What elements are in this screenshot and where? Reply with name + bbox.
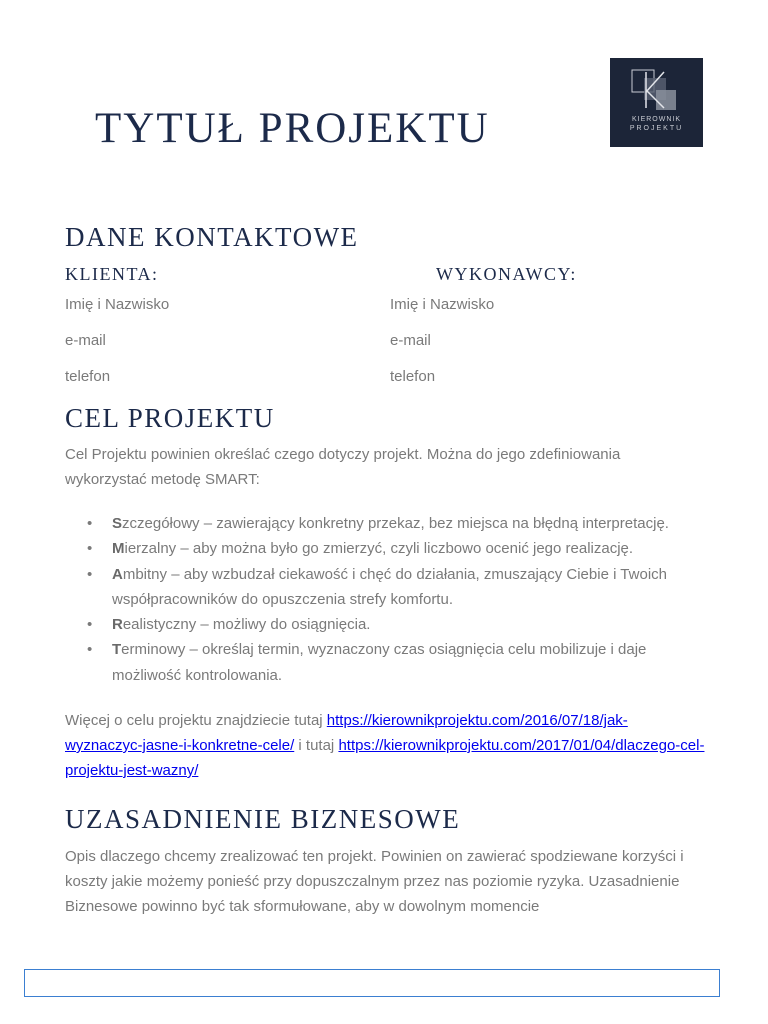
- smart-text: ealistyczny – możliwy do osiągnięcia.: [122, 616, 371, 634]
- smart-letter: S: [112, 515, 123, 532]
- list-item: [65, 637, 705, 688]
- more-middle: i tutaj: [294, 737, 339, 754]
- contractor-phone: telefon: [390, 368, 436, 385]
- contact-heading: DANE KONTAKTOWE: [65, 222, 359, 252]
- contractor-email: e-mail: [390, 332, 431, 349]
- list-item: [65, 511, 705, 536]
- list-item: [65, 536, 705, 561]
- link-dlaczego-cel-wazny[interactable]: https://kierownikprojektu.com/2017/01/04/dlaczego-cel-projektu-jest-wazny/: [65, 737, 705, 779]
- page-title: TYTUŁ PROJEKTU: [95, 105, 490, 152]
- smart-text: zczegółowy – zawierający konkretny przekaz, bez miejsca na błędną interpretację.: [122, 515, 669, 532]
- bullet-icon: •: [87, 616, 93, 634]
- smart-text: mbitny – aby wzbudzał ciekawość i chęć do działania, zmuszający Ciebie i Twoich współpracowników do opuszczenia strefy komfortu.: [112, 565, 667, 608]
- bullet-icon: •: [87, 565, 93, 583]
- smart-text: ierzalny – aby można było go zmierzyć, czyli liczbowo ocenić jego realizację.: [124, 540, 634, 558]
- goal-heading: CEL PROJEKTU: [65, 403, 275, 433]
- goal-intro: Cel Projektu powinien określać czego dotyczy projekt. Można do jego zdefiniowania wykorzystać metodę SMART:: [65, 446, 621, 488]
- goal-more-paragraph: [65, 708, 705, 783]
- bullet-icon: •: [87, 540, 93, 558]
- contractor-name: Imię i Nazwisko: [390, 296, 495, 313]
- logo-text-line2: PROJEKTU: [629, 125, 684, 132]
- business-text: Opis dlaczego chcemy zrealizować ten projekt. Powinien on zawierać spodziewane korzyści i koszty jakie możemy ponieść przy dopuszczalnym przez nas poziomie ryzyka. Uzasadnienie Biznesowe powinno być tak sformułowane, aby w dowolnym momencie: [65, 848, 684, 915]
- list-item: [65, 562, 705, 613]
- bullet-icon: •: [87, 641, 93, 659]
- smart-letter: A: [112, 565, 123, 583]
- logo-text-line1: KIEROWNIK: [631, 116, 682, 123]
- smart-list: [65, 511, 705, 688]
- contractor-label: WYKONAWCY:: [436, 264, 577, 284]
- smart-letter: T: [112, 641, 122, 659]
- client-email: e-mail: [65, 332, 106, 349]
- footer-text-box[interactable]: [24, 969, 720, 997]
- client-label: KLIENTA:: [65, 264, 159, 284]
- more-prefix: Więcej o celu projektu znajdziecie tutaj: [65, 712, 327, 729]
- smart-letter: R: [112, 616, 123, 634]
- smart-text: erminowy – określaj termin, wyznaczony czas osiągnięcia celu mobilizuje i daje możliwość kontrolowania.: [112, 641, 647, 684]
- smart-letter: M: [112, 540, 125, 558]
- kierownik-projektu-logo: [610, 58, 703, 147]
- client-phone: telefon: [65, 368, 111, 385]
- business-heading: UZASADNIENIE BIZNESOWE: [65, 804, 461, 834]
- logo-mark-icon: [630, 68, 683, 114]
- list-item: [65, 612, 705, 637]
- bullet-icon: •: [87, 515, 93, 532]
- link-jak-wyznaczyc-cele[interactable]: https://kierownikprojektu.com/2016/07/18/jak-wyznaczyc-jasne-i-konkretne-cele/: [65, 712, 628, 754]
- client-name: Imię i Nazwisko: [65, 296, 170, 313]
